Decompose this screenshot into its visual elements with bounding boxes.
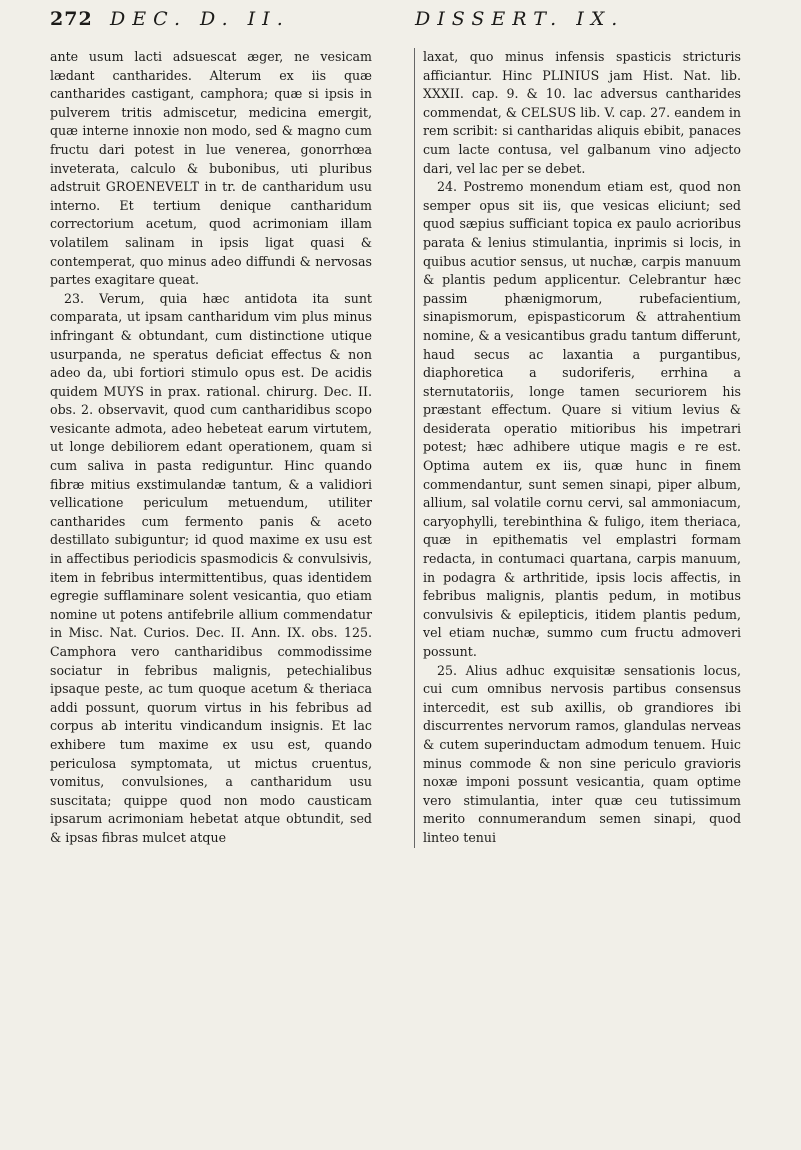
page-number: 272 <box>50 8 93 30</box>
right-text-column <box>414 48 741 848</box>
running-title-right: DISSERT. IX. <box>415 8 625 30</box>
paragraph: 25. Alius adhuc exquisitæ sensationis locus, cui cum omnibus nervosis partibus consensus intercedit, est sub axillis, ob grandiores ibi discurrentes nervorum ramos, glandulas nerveas & cutem superinductam admodum tenuem. Huic minus commode & non sine periculo gravioris noxæ imponi possunt vesicantia, quam optime vero stimulantia, inter quæ ceu tutissimum merito connumerandum semen sinapi, quod linteo tenui <box>423 662 741 845</box>
running-header <box>50 6 750 32</box>
paragraph: ante usum lacti adsuescat æger, ne vesicam lædant cantharides. Alterum ex iis quæ cantharides castigant, camphora; quæ si ipsis in pulverem tritis admiscetur, medicina emergit, quæ interne innoxie non modo, sed & magno cum fructu dari potest in lue venerea, gonorrhœa inveterata, calculo & bubonibus, uti pluribus adstruit GROENEVELT in tr. de cantharidum usu interno. Et tertium denique cantharidum correctorium acetum, quod acrimoniam illam volatilem salinam in ipsis ligat quasi & contemperat, quo minus adeo diffundi & nervosas partes exagitare queat. <box>50 49 372 288</box>
paragraph: 23. Verum, quia hæc antidota ita sunt comparata, ut ipsam cantharidum vim plus minus infringant & obtundant, cum distinctione utique usurpanda, ne speratus deficiat effectus & non adeo da, ubi fortiori stimulo opus est. De acidis quidem MUYS in prax. rational. chirurg. Dec. II. obs. 2. observavit, quod cum cantharidibus scopo vesicante admota, adeo hebeteat earum virtutem, ut longe debiliorem edant operationem, quam si cum saliva in pasta rediguntur. Hinc quando fibræ mitius exstimulandæ tantum, & a validiori vellicatione periculum metuendum, utiliter cantharides cum fermento panis & aceto destillato subiguntur; id quod maxime ex usu est in affectibus periodicis spasmodicis & convulsivis, item in febribus intermittentibus, quas identidem egregie sufflaminare solent vesicantia, quo etiam nomine ut potens antifebrile allium commendatur in Misc. Nat. Curios. Dec. II. Ann. IX. obs. 125. Camphora vero cantharidibus commodissime sociatur in febribus malignis, petechialibus ipsaque peste, ac tum quoque acetum & theriaca addi possunt, quorum virtus in his febribus ad corpus ab interitu vindicandum insignis. Et lac exhibere tum maxime ex usu est, quando periculosa symptomata, ut mictus cruentus, vomitus, convulsiones, a cantharidum usu suscitata; quippe quod non modo causticam ipsarum acrimoniam hebetat atque obtundit, sed & ipsas fibras mulcet atque <box>50 290 372 845</box>
running-title-left: DEC. D. II. <box>110 8 290 30</box>
paragraph: 24. Postremo monendum etiam est, quod non semper opus sit iis, que vesicas eliciunt; sed quod sæpius sufficiant topica ex paulo acrioribus parata & lenius stimulantia, inprimis si locis, in quibus acutior sensus, ut nuchæ, carpis manuum & plantis pedum applicentur. Celebrantur hæc passim phænigmorum, rubefacientium, sinapismorum, epispasticorum & attrahentium nomine, & a vesicantibus gradu tantum differunt, haud secus ac laxantia a purgantibus, diaphoretica a sudoriferis, errhina a sternutatoriis, longe tamen securiorem his præstant effectum. Quare si vitium levius & desiderata operatio mitioribus his impetrari potest; hæc adhibere utique magis e re est. Optima autem ex iis, quæ hunc in finem commendantur, sunt semen sinapi, piper album, allium, sal volatile cornu cervi, sal ammoniacum, caryophylli, terebinthina & fuligo, item theriaca, quæ in epithematis vel emplastri formam redacta, in contumaci quartana, carpis manuum, in podagra & arthritide, ipsis locis affectis, in febribus malignis, plantis pedum, in motibus convulsivis & epilepticis, itidem plantis pedum, vel etiam nuchæ, summo cum fructu admoveri possunt. <box>423 179 741 659</box>
paragraph: laxat, quo minus infensis spasticis stricturis afficiantur. Hinc PLINIUS jam Hist. Nat. lib. XXXII. cap. 9. & 10. lac adversus cantharides commendat, & CELSUS lib. V. cap. 27. eandem in rem scribit: si cantharidas aliquis ebibit, panaces cum lacte contusa, vel galbanum vino adjecto dari, vel lac per se debet. <box>423 49 741 176</box>
left-text-column <box>50 48 372 848</box>
